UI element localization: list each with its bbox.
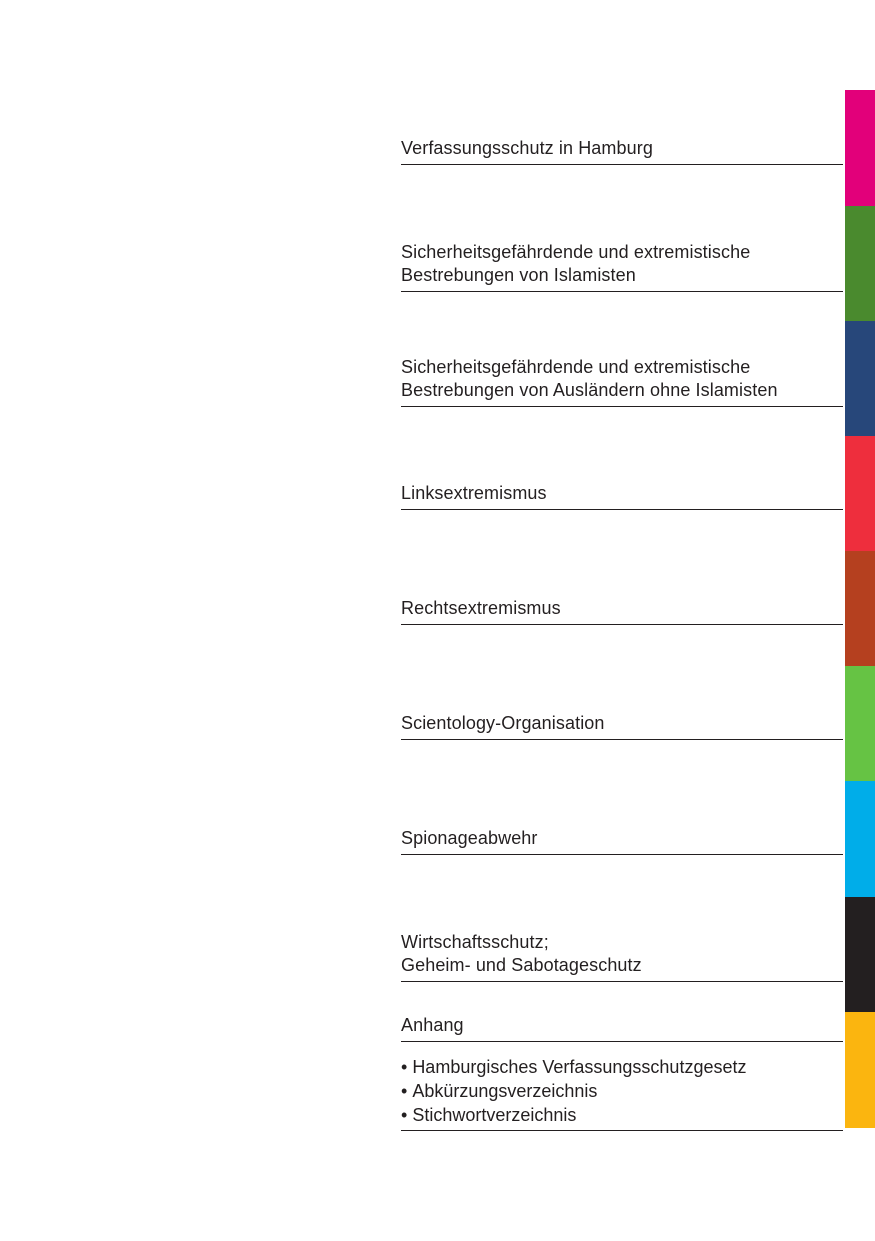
chapter-tab-black[interactable] (845, 897, 875, 1012)
chapter-tab-lightgreen[interactable] (845, 666, 875, 781)
appendix-item[interactable]: • Stichwortverzeichnis (401, 1103, 843, 1127)
toc-entry-rechtsextremismus[interactable] (401, 597, 843, 625)
appendix-list (401, 1055, 843, 1131)
toc-entry-scientology[interactable] (401, 712, 843, 740)
toc-entry-line: Spionageabwehr (401, 828, 538, 848)
toc-entry-line: Anhang (401, 1015, 464, 1035)
toc-entry-line: Wirtschaftsschutz; (401, 932, 549, 952)
toc-entry-anhang[interactable] (401, 1014, 843, 1042)
toc-entry-linksextremismus[interactable] (401, 482, 843, 510)
appendix-item[interactable]: • Hamburgisches Verfassungsschutzgesetz (401, 1055, 843, 1079)
chapter-tab-green[interactable] (845, 206, 875, 321)
toc-entry-line: Geheim- und Sabotageschutz (401, 955, 642, 975)
chapter-tab-magenta[interactable] (845, 90, 875, 206)
toc-entry-line: Sicherheitsgefährdende und extremistische (401, 242, 751, 262)
toc-entry-wirtschaftsschutz[interactable] (401, 931, 843, 982)
chapter-tab-yellow[interactable] (845, 1012, 875, 1128)
toc-entry-line: Scientology-Organisation (401, 713, 605, 733)
toc-entry-spionageabwehr[interactable] (401, 827, 843, 855)
toc-entry-islamisten[interactable] (401, 241, 843, 292)
toc-entry-line: Rechtsextremismus (401, 598, 561, 618)
toc-entry-verfassungsschutz[interactable] (401, 137, 843, 165)
chapter-tab-cyan[interactable] (845, 781, 875, 897)
toc-entry-line: Sicherheitsgefährdende und extremistische (401, 357, 751, 377)
chapter-tab-rust[interactable] (845, 551, 875, 666)
chapter-tab-blue[interactable] (845, 321, 875, 436)
toc-entry-auslaender[interactable] (401, 356, 843, 407)
toc-entry-line: Bestrebungen von Islamisten (401, 265, 636, 285)
toc-entry-line: Bestrebungen von Ausländern ohne Islamisten (401, 380, 778, 400)
chapter-tab-red[interactable] (845, 436, 875, 551)
toc-entry-line: Verfassungsschutz in Hamburg (401, 138, 653, 158)
appendix-item[interactable]: • Abkürzungsverzeichnis (401, 1079, 843, 1103)
toc-entry-line: Linksextremismus (401, 483, 547, 503)
